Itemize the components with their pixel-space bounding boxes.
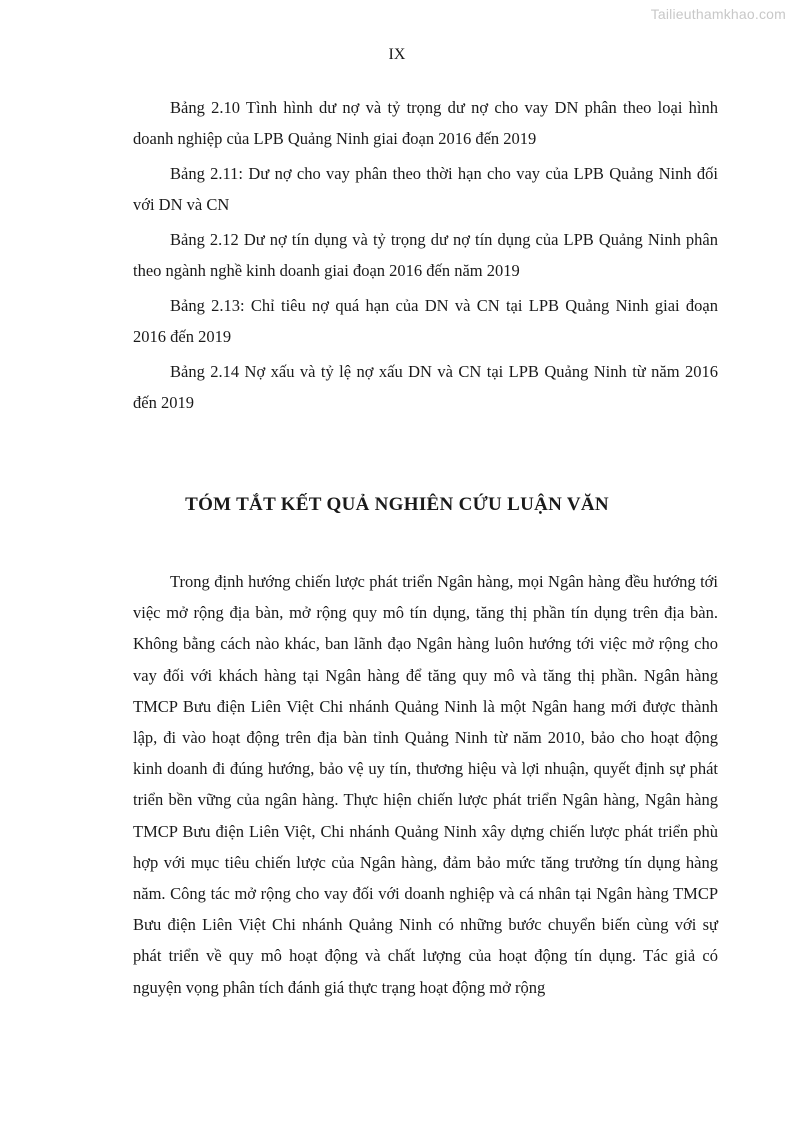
table-list [133, 92, 718, 422]
table-entry-2-12: Bảng 2.12 Dư nợ tín dụng và tỷ trọng dư nợ tín dụng của LPB Quảng Ninh phân theo ngành nghề kinh doanh giai đoạn 2016 đến năm 2019 [133, 230, 718, 280]
summary-title: TÓM TẮT KẾT QUẢ NGHIÊN CỨU LUẬN VĂN [185, 494, 609, 515]
summary-paragraph: Trong định hướng chiến lược phát triển Ngân hàng, mọi Ngân hàng đều hướng tới việc mở rộng địa bàn, mở rộng quy mô tín dụng, tăng thị phần tín dụng trên địa bàn. Không bằng cách nào khác, ban lãnh đạo Ngân hàng luôn hướng tới việc mở rộng cho vay đối với khách hàng tại Ngân hàng để tăng quy mô và tăng thị phần. Ngân hàng TMCP Bưu điện Liên Việt Chi nhánh Quảng Ninh là một Ngân hang mới được thành lập, đi vào hoạt động trên địa bàn tỉnh Quảng Ninh từ năm 2010, bảo cho hoạt động kinh doanh đi đúng hướng, bảo vệ uy tín, thương hiệu và lợi nhuận, quyết định sự phát triển bền vững của ngân hàng. Thực hiện chiến lược phát triển Ngân hàng, Ngân hàng TMCP Bưu điện Liên Việt, Chi nhánh Quảng Ninh xây dựng chiến lược phát triển phù hợp với mục tiêu chiến lược của Ngân hàng, đảm bảo mức tăng trưởng tín dụng hàng năm. Công tác mở rộng cho vay đối với doanh nghiệp và cá nhân tại Ngân hàng TMCP Bưu điện Liên Việt Chi nhánh Quảng Ninh có những bước chuyển biến cùng với sự phát triển về quy mô hoạt động và chất lượng của hoạt động tín dụng. Tác giả có nguyện vọng phân tích đánh giá thực trạng hoạt động mở rộng [133, 572, 718, 997]
table-entry-2-10: Bảng 2.10 Tình hình dư nợ và tỷ trọng dư nợ cho vay DN phân theo loại hình doanh nghiệp của LPB Quảng Ninh giai đoạn 2016 đến 2019 [133, 98, 718, 148]
table-entry-2-14: Bảng 2.14 Nợ xấu và tỷ lệ nợ xấu DN và CN tại LPB Quảng Ninh từ năm 2016 đến 2019 [133, 362, 718, 412]
page-number: IX [388, 46, 406, 63]
watermark: Tailieuthamkhao.com [650, 6, 786, 22]
table-entry-2-11: Bảng 2.11: Dư nợ cho vay phân theo thời hạn cho vay của LPB Quảng Ninh đối với DN và CN [133, 164, 718, 214]
table-entry-2-13: Bảng 2.13: Chỉ tiêu nợ quá hạn của DN và CN tại LPB Quảng Ninh giai đoạn 2016 đến 2019 [133, 296, 718, 346]
